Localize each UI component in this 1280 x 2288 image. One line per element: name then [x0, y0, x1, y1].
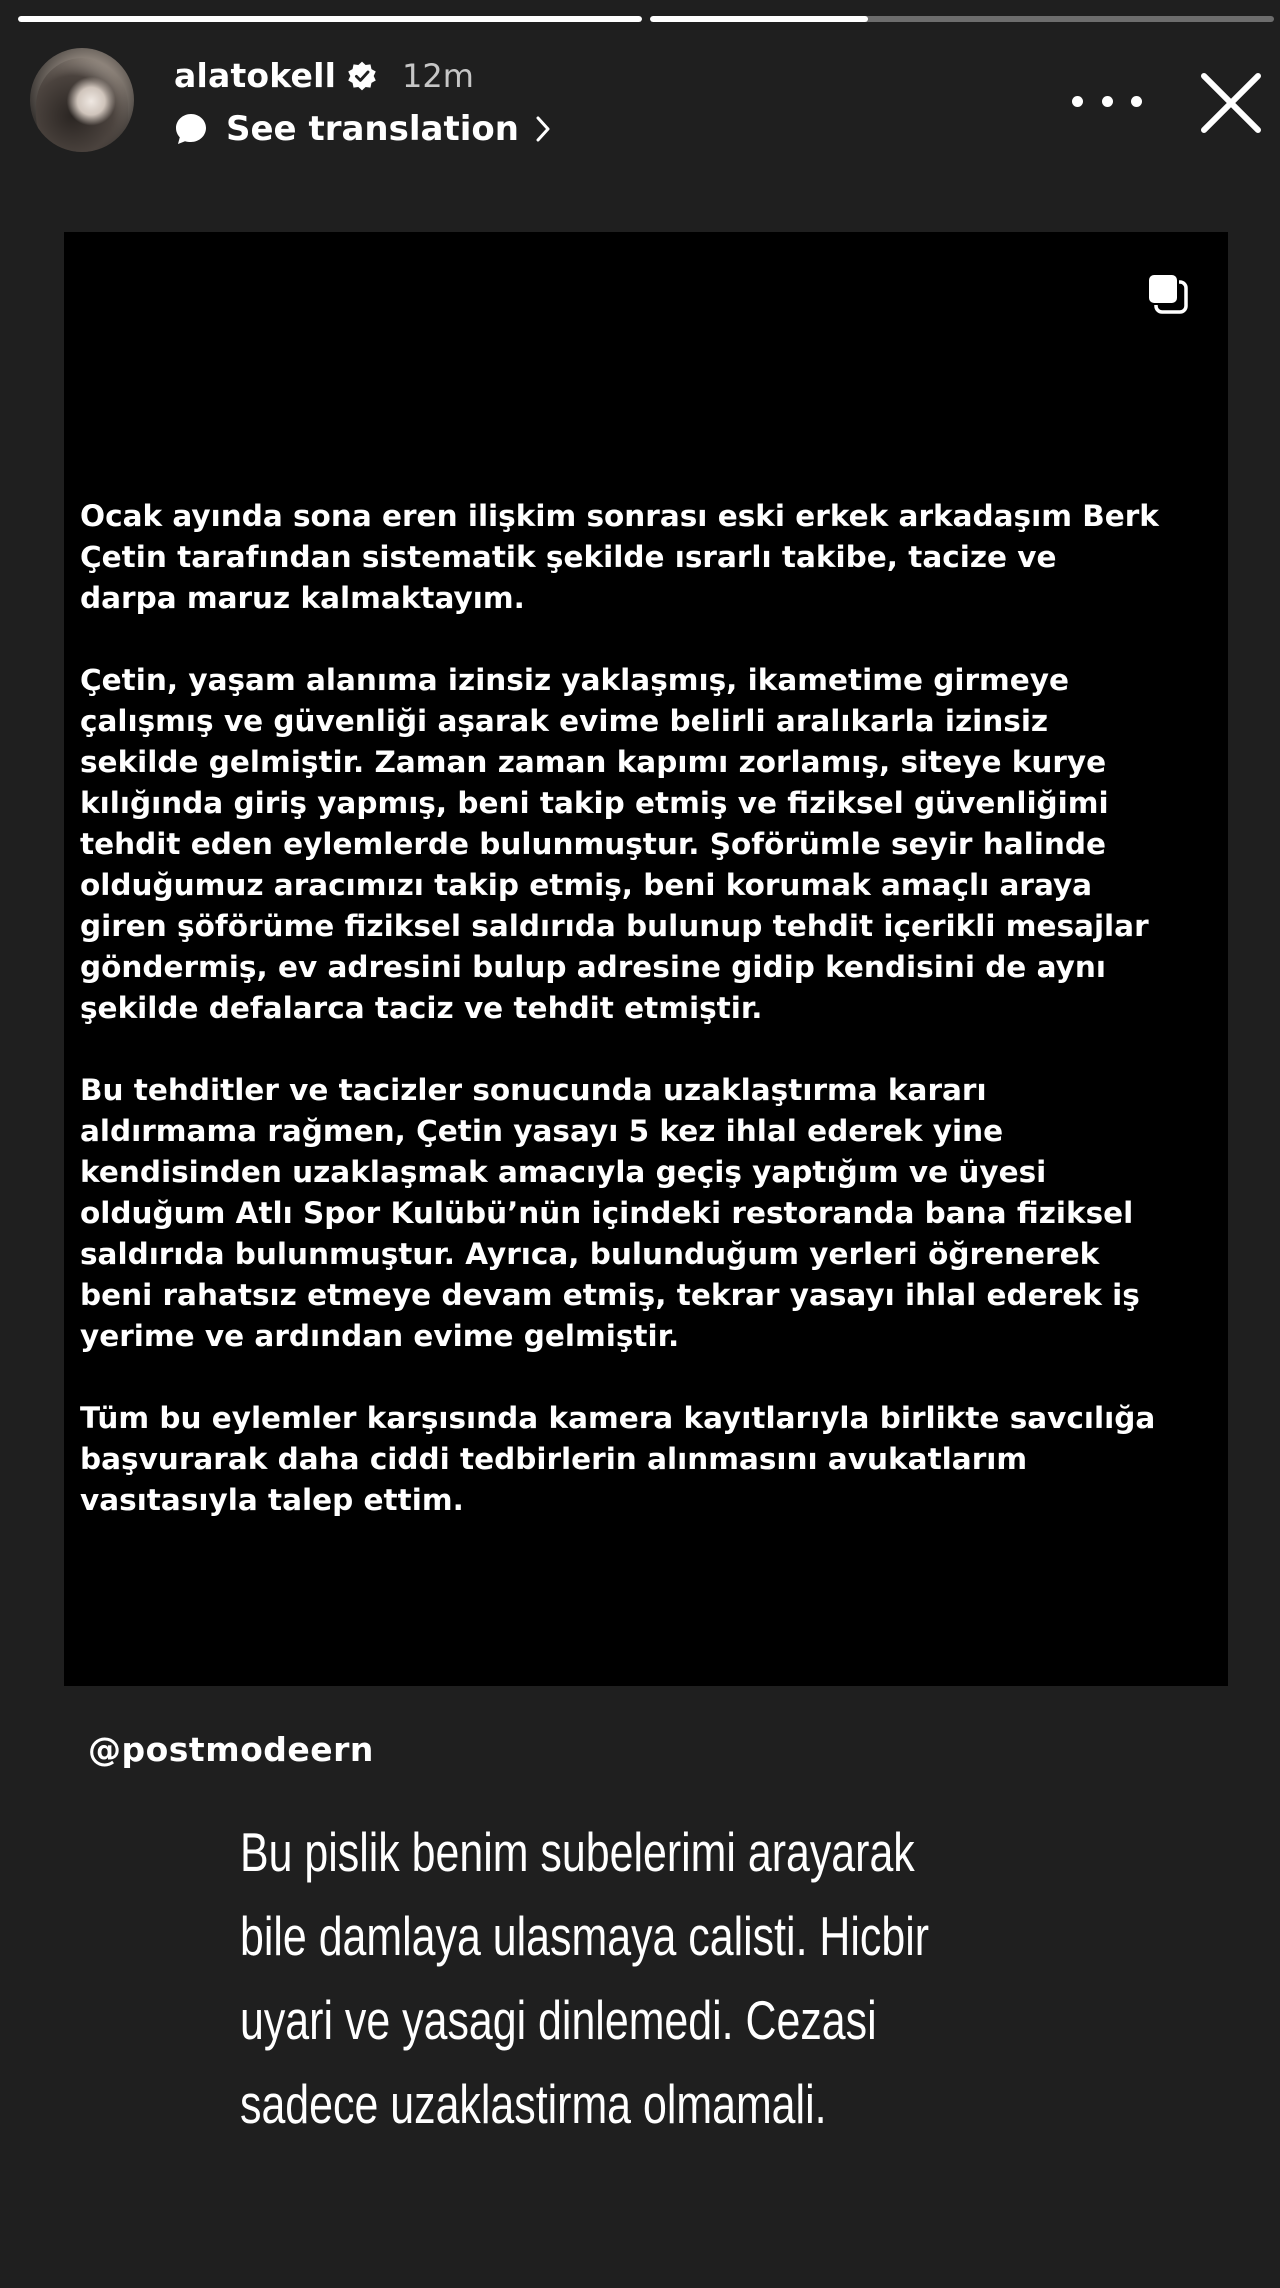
story-progress-segment-2: [650, 16, 1274, 22]
mention-tag[interactable]: @postmodeern: [88, 1730, 374, 1769]
post-text: [80, 496, 1200, 1562]
close-icon[interactable]: [1196, 68, 1266, 138]
avatar-photo: [36, 58, 128, 152]
story-progress: [18, 16, 1274, 22]
post-paragraph-3: Bu tehditler ve tacizler sonucunda uzaklaştırma kararı aldırmama rağmen, Çetin yasayı 5 kez ihlal ederek yine kendisinden uzaklaşmak amacıyla geçiş yaptığım ve üyesi olduğum Atlı Spor Kulübü’nün içindeki restoranda bana fiziksel saldırıda bulunmuştur. Ayrıca, bulunduğum yerleri öğrenerek beni rahatsız etmeye devam etmiş, tekrar yasayı ihlal ederek iş yerime ve ardından evime gelmiştir.: [80, 1073, 1140, 1353]
chevron-right-icon: [535, 115, 551, 143]
username[interactable]: alatokell: [174, 56, 337, 95]
more-options-button[interactable]: [1072, 76, 1142, 126]
post-time: 12m: [402, 57, 474, 95]
post-paragraph-2: Çetin, yaşam alanıma izinsiz yaklaşmış, ikametime girmeye çalışmış ve güvenliği aşarak evime belirli aralıkarla izinsiz sekilde gelmiştir. Zaman zaman kapımı zorlamış, siteye kurye kılığında giriş yapmış, beni takip etmiş ve fiziksel güvenliğimi tehdit eden eylemlerde bulunmuştur. Şoförümle seyir halinde olduğumuz aracımızı takip etmiş, beni korumak amaçlı araya giren şöförüme fiziksel saldırıda bulunup tehdit içerikli mesajlar göndermiş, ev adresini bulup adresine gidip kendisini de aynı şekilde defalarca taciz ve tehdit etmiştir.: [80, 663, 1149, 1025]
progress-fill-2: [650, 16, 868, 22]
progress-fill-1: [18, 16, 642, 22]
story-caption: Bu pislik benim subelerimi arayarak bile damlaya ulasmaya calisti. Hicbir uyari ve yasagi dinlemedi. Cezasi sadece uzaklastirma olmamali.: [240, 1821, 930, 2135]
speech-bubble-icon: [174, 112, 208, 146]
more-dot: [1102, 96, 1113, 107]
verified-badge-icon: [346, 60, 378, 92]
avatar[interactable]: [30, 48, 134, 152]
more-dot: [1072, 96, 1083, 107]
see-translation-label: See translation: [226, 109, 519, 149]
story-progress-segment-1: [18, 16, 642, 22]
reshared-post[interactable]: [64, 232, 1228, 1686]
post-paragraph-4: Tüm bu eylemler karşısında kamera kayıtlarıyla birlikte savcılığa başvurarak daha ciddi tedbirlerin alınmasını avukatlarım vasıtasıyla talep ettim.: [80, 1401, 1156, 1517]
more-dot: [1131, 96, 1142, 107]
carousel-multiple-icon: [1142, 268, 1194, 320]
see-translation-button[interactable]: [174, 104, 551, 154]
post-paragraph-1: Ocak ayında sona eren ilişkim sonrası eski erkek arkadaşım Berk Çetin tarafından sistematik şekilde ısrarlı takibe, tacize ve darpa maruz kalmaktayım.: [80, 499, 1159, 615]
